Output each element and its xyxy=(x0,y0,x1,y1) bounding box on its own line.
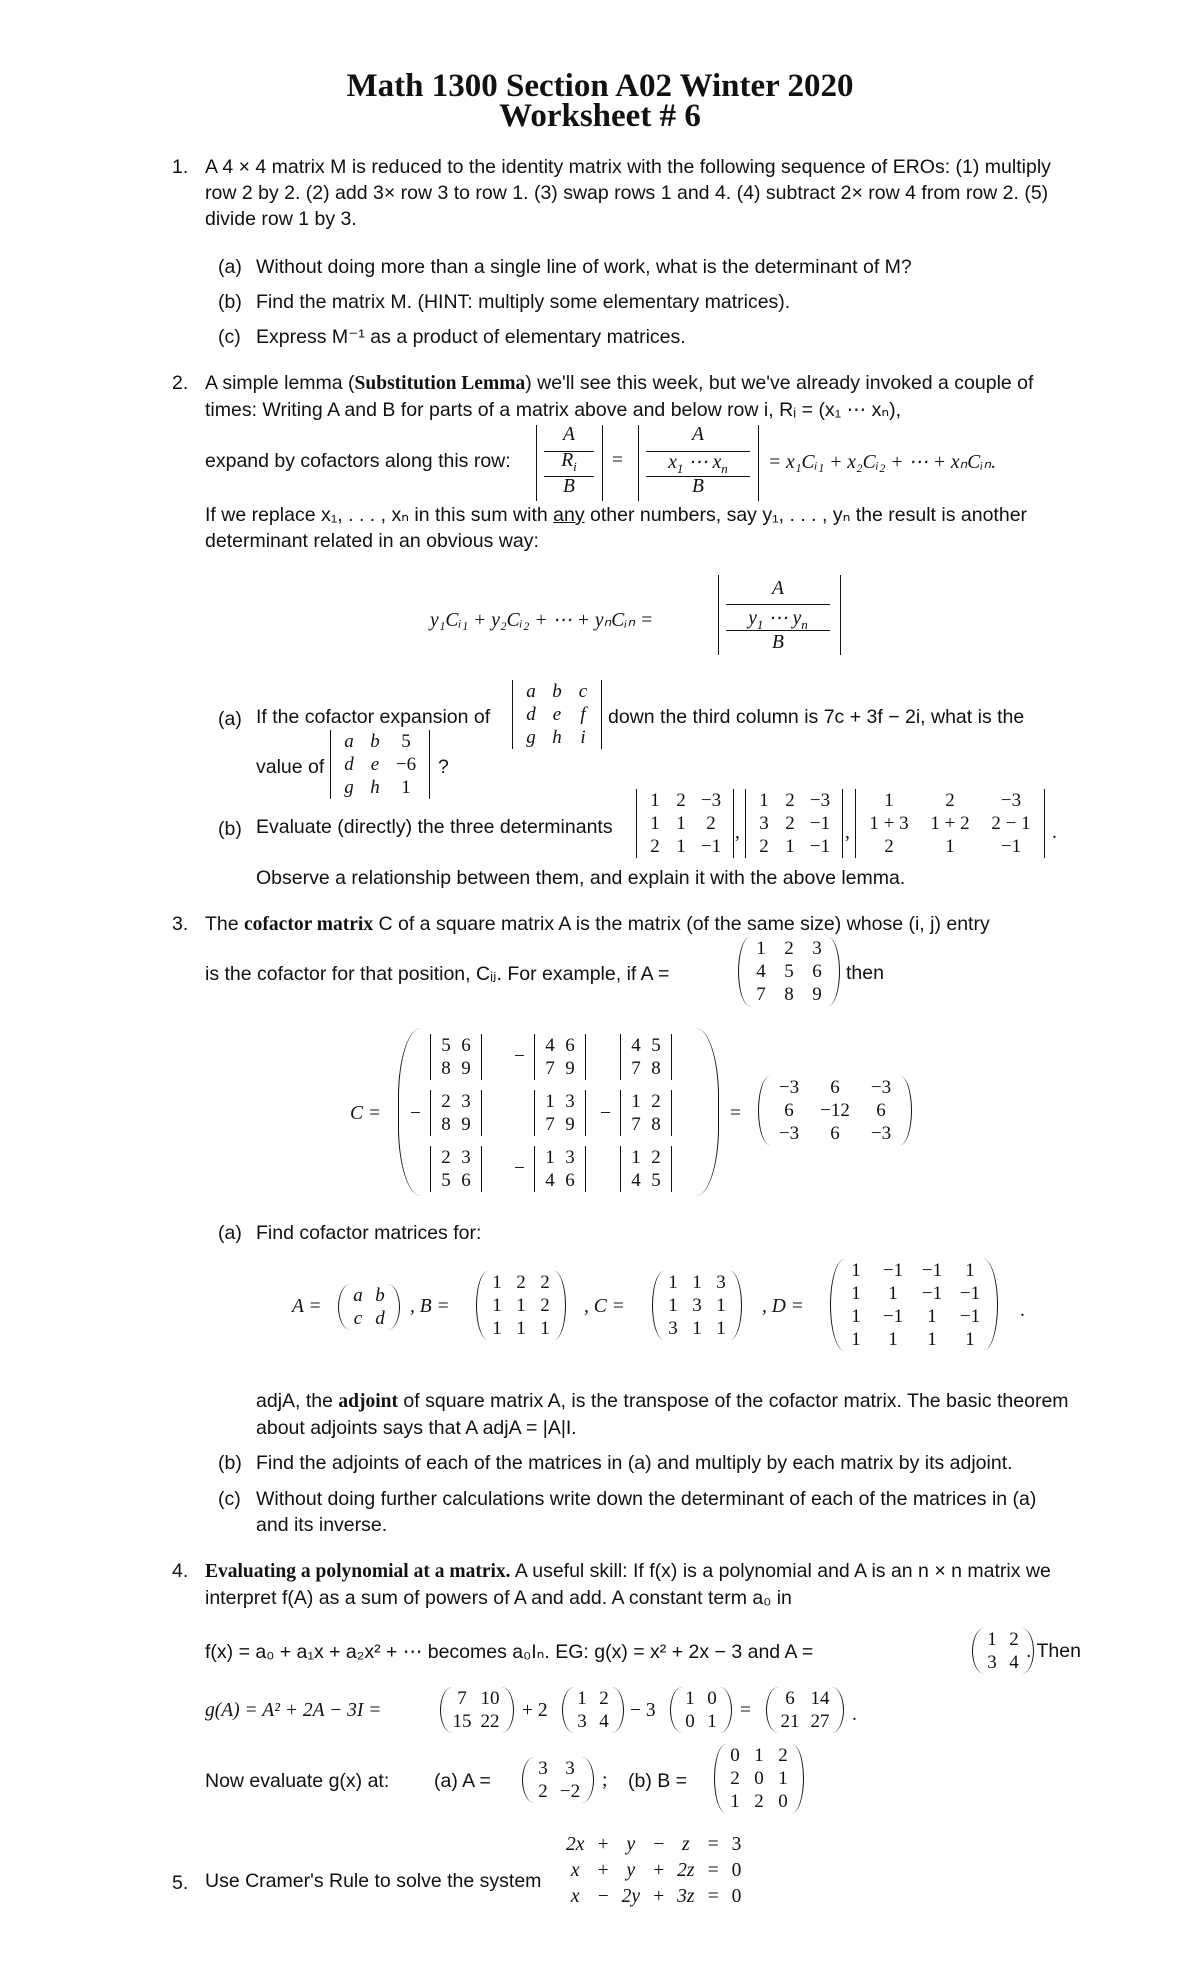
right-paren xyxy=(696,1028,719,1196)
matrix-ab5: a b 5 d e −6 g h 1 xyxy=(330,730,430,799)
system-cell: + xyxy=(651,1886,666,1907)
system-cell: 0 xyxy=(731,1860,742,1881)
matrix-D: 1 −1 −1 1 1 1 −1 −1 1 −1 1 −1 1 1 1 1 xyxy=(830,1259,998,1351)
label-C: , C = xyxy=(584,1296,625,1317)
q4-text1: A useful skill: If f(x) is a polynomial and A is an n × n matrix we interpret f(A) as a sum of powers of A and add. A constant term a₀ in xyxy=(205,1560,1051,1609)
plus-two: + 2 xyxy=(522,1700,548,1721)
c-label: C = xyxy=(350,1103,382,1124)
det-ri: $R_i$ xyxy=(561,450,577,474)
det-bar xyxy=(536,425,537,501)
period: . xyxy=(852,1704,857,1725)
q3b-label: (b) xyxy=(218,1452,242,1474)
system-cell: + xyxy=(596,1834,610,1855)
det-b: B xyxy=(563,476,575,497)
q2a-pre: If the cofactor expansion of xyxy=(256,706,491,728)
label-D: , D = xyxy=(762,1296,804,1317)
q3-intro xyxy=(205,911,1065,938)
det-a: A xyxy=(563,424,575,445)
q4-text2: f(x) = a₀ + a₁x + a₂x² + ⋯ becomes a₀Iₙ. EG: g(x) = x² + 2x − 3 and A = xyxy=(205,1641,814,1663)
det-bar xyxy=(840,575,841,655)
system-cell: = xyxy=(706,1886,720,1907)
det-a: A xyxy=(772,578,784,599)
q2a-post: down the third column is 7c + 3f − 2i, what is the xyxy=(608,706,1025,728)
q2-expand-text: expand by cofactors along this row: xyxy=(205,450,511,472)
system-cell: = xyxy=(706,1834,720,1855)
system-cell: 3 xyxy=(731,1834,742,1855)
q4b-label: (b) B = xyxy=(628,1770,688,1792)
matrix-identity: 1 0 0 1 xyxy=(670,1687,732,1733)
matrix-C-result: −3 6 −3 6 −12 6 −3 6 −3 xyxy=(758,1076,912,1145)
worksheet-title: Math 1300 Section A02 Winter 2020 xyxy=(346,68,854,104)
q1b-text: Find the matrix M. (HINT: multiply some elementary matrices). xyxy=(256,291,791,313)
y-sum: y₁Cᵢ₁ + y₂Cᵢ₂ + ⋯ + yₙCᵢₙ = xyxy=(430,610,654,631)
det-bar xyxy=(758,425,759,501)
det-1: 1 2 −3 1 1 2 2 1 −1 xyxy=(636,789,734,858)
det-b: B xyxy=(772,632,784,653)
question-mark: ? xyxy=(438,756,449,778)
det-a: A xyxy=(692,424,704,445)
minor-31: 2 3 5 6 xyxy=(430,1146,482,1192)
system-cell: x xyxy=(570,1886,580,1907)
q2-intro xyxy=(205,370,1065,423)
system-cell: z xyxy=(682,1834,690,1855)
system-cell: − xyxy=(651,1834,666,1855)
semicolon: ; xyxy=(602,1770,608,1791)
q1-text: A 4 × 4 matrix M is reduced to the identity matrix with the following sequence of EROs: (1) multiply row 2 by 2. (2) add 3× row 3 to row 1. (3) swap rows 1 and 4. (4) subtract 2× row 4 from row 2. (5) divide row 1 by 3. xyxy=(205,156,1051,230)
det-rule xyxy=(726,630,830,631)
period: . xyxy=(1052,822,1057,843)
q1c-text: Express M⁻¹ as a product of elementary matrices. xyxy=(256,326,686,348)
det-x-row: $x_1$ ⋯ $x_n$ xyxy=(668,452,728,476)
q3-then: then xyxy=(846,962,884,984)
det-rule xyxy=(726,604,830,605)
equals-sign: = xyxy=(612,450,623,471)
q2-replace-post: other numbers, say y₁, . . . , yₙ the result is another determinant related in an obvious way: xyxy=(205,504,1028,552)
linear-system xyxy=(560,1832,747,1910)
label-A: A = xyxy=(292,1296,322,1317)
q2a-label: (a) xyxy=(218,708,242,730)
q1-number: 1. xyxy=(172,156,189,178)
q2b-text: Evaluate (directly) the three determinants xyxy=(256,816,613,838)
minor-13: 4 5 7 8 xyxy=(620,1034,672,1080)
q3c-text: Without doing further calculations write down the determinant of each of the matrices in (a) and its inverse. xyxy=(256,1488,1037,1536)
det-b: B xyxy=(692,476,704,497)
system-row xyxy=(560,1858,747,1884)
q2-replace xyxy=(205,502,1065,554)
det-bar xyxy=(638,425,639,501)
matrix-abc: a b c d e f g h i xyxy=(512,680,602,749)
q3-term: cofactor matrix xyxy=(244,914,374,935)
equals-sign: = xyxy=(730,1103,741,1124)
system-cell: y xyxy=(626,1834,636,1855)
comma: , xyxy=(735,822,740,843)
equals-sign: = xyxy=(740,1700,751,1721)
q2a-value: value of xyxy=(256,756,325,778)
system-cell: x xyxy=(570,1860,580,1881)
matrix-A-copy: 1 2 3 4 xyxy=(562,1687,624,1733)
q3-number: 3. xyxy=(172,913,189,935)
system-cell: − xyxy=(596,1886,610,1907)
q4a-label: (a) A = xyxy=(434,1770,491,1792)
det-2: 1 2 −3 3 2 −1 2 1 −1 xyxy=(745,789,843,858)
matrix-A-example: 1 2 3 4 5 6 7 8 9 xyxy=(738,937,840,1006)
q3c-label: (c) xyxy=(218,1488,241,1510)
matrix-B-eval: 0 1 2 2 0 1 1 2 0 xyxy=(714,1744,804,1813)
system-cell: 2y xyxy=(621,1886,640,1907)
q3a-text: Find cofactor matrices for: xyxy=(256,1222,482,1244)
minus-sign: − xyxy=(410,1103,421,1124)
matrix-C: 1 1 3 1 3 1 3 1 1 xyxy=(652,1271,742,1340)
q2-replace-any: any xyxy=(553,504,585,526)
q5-text: Use Cramer's Rule to solve the system xyxy=(205,1870,542,1892)
q4-heading: Evaluating a polynomial at a matrix. xyxy=(205,1561,511,1582)
q3-adj-term: adjoint xyxy=(338,1391,398,1412)
q3-example-text: is the cofactor for that position, Cᵢⱼ. For example, if A = xyxy=(205,963,670,985)
comma: , xyxy=(845,822,850,843)
q1b-label: (b) xyxy=(218,291,242,313)
period: . xyxy=(1020,1300,1025,1321)
q4-number: 4. xyxy=(172,1560,189,1582)
minus-three: − 3 xyxy=(630,1700,656,1721)
q1c-label: (c) xyxy=(218,326,241,348)
det-y-row: $y_1$ ⋯ $y_n$ xyxy=(748,608,808,632)
q3b-text: Find the adjoints of each of the matrices in (a) and multiply by each matrix by its adjoint. xyxy=(256,1452,1013,1474)
matrix-A-squared: 7 10 15 22 xyxy=(440,1687,514,1733)
q3-adjoint-text xyxy=(256,1388,1071,1441)
system-cell: + xyxy=(651,1860,666,1881)
system-row xyxy=(560,1832,747,1858)
label-B: , B = xyxy=(410,1296,450,1317)
matrix-gA-result: 6 14 21 27 xyxy=(766,1687,844,1733)
system-cell: = xyxy=(706,1860,720,1881)
q1a-text: Without doing more than a single line of work, what is the determinant of M? xyxy=(256,256,912,278)
q2-replace-pre: If we replace x₁, . . . , xₙ in this sum with xyxy=(205,504,554,526)
q3-adj-post: of square matrix A, is the transpose of the cofactor matrix. The basic theorem about adjoints says that A adjA = |A|I. xyxy=(256,1390,1069,1439)
g-equation: g(A) = A² + 2A − 3I = xyxy=(205,1700,382,1721)
det-bar xyxy=(718,575,719,655)
q2-lemma-name: Substitution Lemma xyxy=(354,373,526,394)
system-row xyxy=(560,1884,747,1910)
matrix-B: 1 2 2 1 1 2 1 1 1 xyxy=(476,1271,566,1340)
matrix-A-eval: 3 3 2 −2 xyxy=(522,1757,594,1803)
minor-32: 1 3 4 6 xyxy=(534,1146,586,1192)
minus-sign: − xyxy=(514,1158,525,1179)
q2-intro-pre: A simple lemma ( xyxy=(205,372,355,394)
system-cell: 2x xyxy=(566,1834,585,1855)
q4-then: . Then xyxy=(1026,1640,1081,1662)
minor-23: 1 2 7 8 xyxy=(620,1090,672,1136)
minor-21: 2 3 8 9 xyxy=(430,1090,482,1136)
q2-intro-post: ) we'll see this week, but we've already invoked a couple of times: Writing A and B for parts of a matrix above and below row i, Rᵢ = (x₁ ⋯ xₙ), xyxy=(205,372,1034,421)
q2b-label: (b) xyxy=(218,818,242,840)
minor-33: 1 2 4 5 xyxy=(620,1146,672,1192)
q4-intro xyxy=(205,1558,1065,1611)
q1a-label: (a) xyxy=(218,256,242,278)
q5-number: 5. xyxy=(172,1872,189,1894)
q3-adj-pre: adjA, the xyxy=(256,1390,339,1412)
system-cell: + xyxy=(596,1860,610,1881)
q4-now-eval: Now evaluate g(x) at: xyxy=(205,1770,390,1792)
det-bar xyxy=(602,425,603,501)
minor-22: 1 3 7 9 xyxy=(534,1090,586,1136)
minus-sign: − xyxy=(600,1103,611,1124)
q2-number: 2. xyxy=(172,372,189,394)
q3-intro-post: C of a square matrix A is the matrix (of the same size) whose (i, j) entry xyxy=(373,913,990,935)
matrix-A: a b c d xyxy=(338,1284,400,1330)
matrix-A-poly: 1 2 3 4 xyxy=(972,1628,1034,1674)
expansion-rhs: = x₁Cᵢ₁ + x₂Cᵢ₂ + ⋯ + xₙCᵢₙ. xyxy=(768,452,997,473)
minor-12: 4 6 7 9 xyxy=(534,1034,586,1080)
q3-intro-pre: The xyxy=(205,913,245,935)
minus-sign: − xyxy=(514,1046,525,1067)
q2b-observe: Observe a relationship between them, and explain it with the above lemma. xyxy=(256,867,906,889)
worksheet-subtitle: Worksheet # 6 xyxy=(499,98,701,134)
system-cell: 0 xyxy=(731,1886,742,1907)
det-3: 1 2 −3 1 + 3 1 + 2 2 − 1 2 1 −1 xyxy=(855,789,1045,858)
q3a-label: (a) xyxy=(218,1222,242,1244)
system-cell: 2z xyxy=(677,1860,695,1881)
system-cell: y xyxy=(626,1860,636,1881)
minor-11: 5 6 8 9 xyxy=(430,1034,482,1080)
system-cell: 3z xyxy=(677,1886,695,1907)
